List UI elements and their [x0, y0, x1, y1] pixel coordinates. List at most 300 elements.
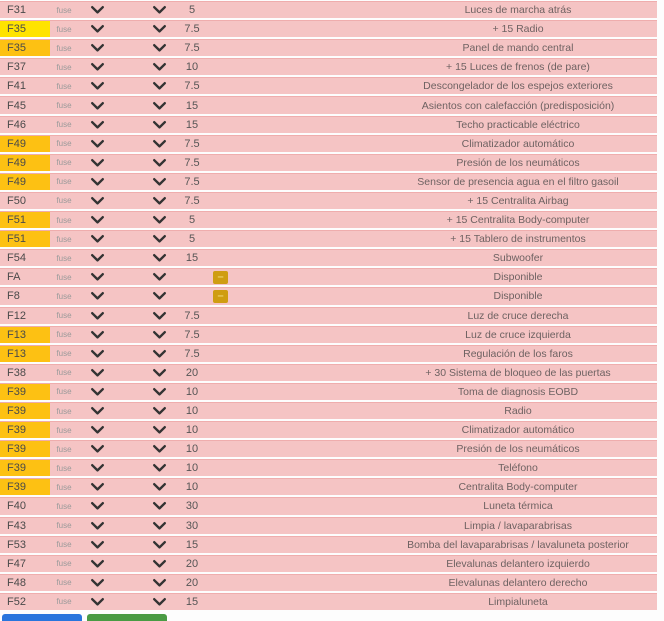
- dropdown-1[interactable]: [78, 559, 116, 569]
- dropdown-1[interactable]: [78, 43, 116, 53]
- dropdown-1[interactable]: [78, 311, 116, 321]
- chevron-down-icon: [152, 196, 167, 206]
- fuse-id-cell[interactable]: F49: [0, 136, 50, 152]
- badge-slot: [213, 462, 228, 475]
- chevron-down-icon: [90, 425, 105, 435]
- dropdown-1[interactable]: [78, 521, 116, 531]
- dropdown-2[interactable]: [140, 597, 178, 607]
- dropdown-2[interactable]: [140, 368, 178, 378]
- fuse-description: Limpialuneta: [488, 595, 548, 608]
- chevron-down-icon: [152, 349, 167, 359]
- chevron-down-icon: [90, 444, 105, 454]
- dropdown-1[interactable]: [78, 578, 116, 588]
- dropdown-2[interactable]: [140, 482, 178, 492]
- chevron-down-icon: [90, 311, 105, 321]
- dropdown-2[interactable]: [140, 139, 178, 149]
- amperage-value: 10: [185, 462, 199, 475]
- chevron-down-icon: [152, 540, 167, 550]
- dropdown-2[interactable]: [140, 559, 178, 569]
- fuse-description: Radio: [504, 405, 532, 418]
- amperage-value: 10: [185, 443, 199, 456]
- chevron-down-icon: [90, 253, 105, 263]
- fuse-id-cell[interactable]: F46: [7, 118, 26, 131]
- fuse-description: Climatizador automático: [461, 137, 575, 150]
- fuse-type-label: fuse: [56, 177, 72, 187]
- chevron-down-icon: [152, 177, 167, 187]
- badge-slot: [213, 99, 228, 112]
- fuse-description: + 15 Luces de frenos (de pare): [446, 61, 590, 74]
- fuse-id-cell[interactable]: F38: [7, 366, 26, 379]
- amperage-value: 10: [185, 61, 199, 74]
- chevron-down-icon: [152, 406, 167, 416]
- amperage-value: 7.5: [184, 156, 200, 169]
- chevron-down-icon: [90, 406, 105, 416]
- badge-slot: [213, 118, 228, 131]
- fuse-description: Elevalunas delantero derecho: [448, 576, 588, 589]
- chevron-down-icon: [152, 368, 167, 378]
- dropdown-1[interactable]: [78, 330, 116, 340]
- chevron-down-icon: [90, 120, 105, 130]
- fuse-type-label: fuse: [56, 272, 72, 282]
- fuse-description: Disponible: [493, 290, 543, 303]
- dropdown-1[interactable]: [78, 62, 116, 72]
- chevron-down-icon: [90, 43, 105, 53]
- fuse-description: Disponible: [493, 271, 543, 284]
- fuse-type-label: fuse: [56, 578, 72, 588]
- amperage-value: 20: [185, 576, 199, 589]
- table-row: [0, 326, 657, 343]
- table-row: [0, 364, 657, 381]
- badge-slot: [213, 214, 228, 227]
- dropdown-1[interactable]: [78, 139, 116, 149]
- fuse-type-label: fuse: [56, 253, 72, 263]
- fuse-id-cell[interactable]: F47: [7, 557, 26, 570]
- dropdown-2[interactable]: [140, 387, 178, 397]
- fuse-description: Subwoofer: [492, 252, 544, 265]
- dropdown-1[interactable]: [78, 425, 116, 435]
- badge-slot: [213, 519, 228, 532]
- fuse-id-cell[interactable]: F49: [0, 174, 50, 190]
- table-row: [0, 192, 657, 209]
- fuse-type-label: fuse: [56, 425, 72, 435]
- table-row: [0, 574, 657, 591]
- dropdown-1[interactable]: [78, 387, 116, 397]
- fuse-type-label: fuse: [56, 597, 72, 607]
- table-row: [0, 154, 657, 171]
- dropdown-2[interactable]: [140, 272, 178, 282]
- badge-slot: [213, 194, 228, 207]
- chevron-down-icon: [90, 330, 105, 340]
- dropdown-1[interactable]: [78, 349, 116, 359]
- fuse-type-label: fuse: [56, 81, 72, 91]
- table-row: [0, 39, 657, 56]
- badge-slot: [213, 4, 228, 17]
- chevron-down-icon: [90, 578, 105, 588]
- fuse-id-cell[interactable]: F39: [0, 422, 50, 438]
- dropdown-2[interactable]: [140, 291, 178, 301]
- fuse-type-label: fuse: [56, 540, 72, 550]
- dropdown-1[interactable]: [78, 540, 116, 550]
- fuse-id-cell[interactable]: F49: [0, 155, 50, 171]
- dropdown-2[interactable]: [140, 234, 178, 244]
- fuse-description: Panel de mando central: [462, 42, 574, 55]
- dropdown-2[interactable]: [140, 81, 178, 91]
- amperage-value: 30: [185, 500, 199, 513]
- fuse-type-label: fuse: [56, 387, 72, 397]
- fuse-type-label: fuse: [56, 559, 72, 569]
- badge-slot: [213, 500, 228, 513]
- fuse-type-label: fuse: [56, 120, 72, 130]
- dropdown-1[interactable]: [78, 24, 116, 34]
- fuse-id-cell[interactable]: FA: [7, 271, 21, 284]
- fuse-description: + 15 Centralita Body-computer: [446, 214, 590, 227]
- badge-slot: [213, 557, 228, 570]
- fuse-description: + 15 Tablero de instrumentos: [450, 233, 586, 246]
- dropdown-2[interactable]: [140, 540, 178, 550]
- chevron-down-icon: [152, 444, 167, 454]
- fuse-type-label: fuse: [56, 444, 72, 454]
- fuse-type-label: fuse: [56, 139, 72, 149]
- fuse-type-label: fuse: [56, 521, 72, 531]
- badge-slot: [213, 80, 228, 93]
- dropdown-1[interactable]: [78, 291, 116, 301]
- dropdown-2[interactable]: [140, 43, 178, 53]
- table-row: [0, 173, 657, 190]
- chevron-down-icon: [152, 597, 167, 607]
- dropdown-1[interactable]: [78, 158, 116, 168]
- fuse-rows-container: [0, 1, 657, 612]
- fuse-id-cell[interactable]: F52: [7, 595, 26, 608]
- chevron-down-icon: [152, 559, 167, 569]
- fuse-description: Regulación de los faros: [463, 347, 573, 360]
- chevron-down-icon: [152, 330, 167, 340]
- chevron-down-icon: [152, 311, 167, 321]
- fuse-id-cell[interactable]: F43: [7, 519, 26, 532]
- table-row: [0, 58, 657, 75]
- chevron-down-icon: [90, 24, 105, 34]
- badge-slot: [213, 61, 228, 74]
- fuse-description: Presión de los neumáticos: [456, 156, 580, 169]
- table-row: [0, 593, 657, 610]
- fuse-type-label: fuse: [56, 101, 72, 111]
- fuse-type-label: fuse: [56, 215, 72, 225]
- badge-slot: [213, 252, 228, 265]
- amperage-value: 7.5: [184, 194, 200, 207]
- table-row: [0, 268, 657, 285]
- chevron-down-icon: [152, 43, 167, 53]
- dropdown-1[interactable]: [78, 444, 116, 454]
- fuse-id-cell[interactable]: F50: [7, 194, 26, 207]
- table-row: [0, 96, 657, 113]
- fuse-id-cell[interactable]: F53: [7, 538, 26, 551]
- amperage-value: 10: [185, 481, 199, 494]
- badge-slot: [213, 347, 228, 360]
- fuse-description: Luz de cruce derecha: [467, 309, 569, 322]
- dropdown-2[interactable]: [140, 425, 178, 435]
- dropdown-2[interactable]: [140, 177, 178, 187]
- fuse-id-cell[interactable]: F31: [7, 4, 26, 17]
- fuse-id-cell[interactable]: F39: [0, 460, 50, 476]
- dropdown-1[interactable]: [78, 101, 116, 111]
- table-row: [0, 1, 657, 18]
- table-row: [0, 383, 657, 400]
- dropdown-1[interactable]: [78, 196, 116, 206]
- fuse-id-cell[interactable]: F51: [0, 231, 50, 247]
- chevron-down-icon: [90, 559, 105, 569]
- table-row: [0, 478, 657, 495]
- dropdown-2[interactable]: [140, 330, 178, 340]
- fuse-description: + 15 Radio: [492, 23, 544, 36]
- fuse-type-label: fuse: [56, 368, 72, 378]
- table-row: [0, 497, 657, 514]
- table-row: [0, 20, 657, 37]
- fuse-id-cell[interactable]: F40: [7, 500, 26, 513]
- dropdown-2[interactable]: [140, 120, 178, 130]
- fuse-type-label: fuse: [56, 196, 72, 206]
- chevron-down-icon: [90, 139, 105, 149]
- chevron-down-icon: [90, 177, 105, 187]
- fuse-type-label: fuse: [56, 349, 72, 359]
- badge-slot: [213, 443, 228, 456]
- badge-slot: [213, 576, 228, 589]
- blue-button[interactable]: [2, 614, 82, 621]
- dropdown-1[interactable]: [78, 406, 116, 416]
- fuse-description: Bomba del lavaparabrisas / lavaluneta posterior: [407, 538, 629, 551]
- fuse-id-cell[interactable]: F39: [0, 479, 50, 495]
- dropdown-2[interactable]: [140, 349, 178, 359]
- chevron-down-icon: [152, 139, 167, 149]
- table-row: [0, 517, 657, 534]
- dropdown-2[interactable]: [140, 5, 178, 15]
- chevron-down-icon: [90, 101, 105, 111]
- dropdown-2[interactable]: [140, 311, 178, 321]
- amperage-value: 7.5: [184, 347, 200, 360]
- badge-slot: [213, 328, 228, 341]
- dropdown-2[interactable]: [140, 196, 178, 206]
- chevron-down-icon: [90, 81, 105, 91]
- fuse-type-label: fuse: [56, 406, 72, 416]
- green-button[interactable]: [87, 614, 167, 621]
- amperage-value: 5: [188, 214, 196, 227]
- amperage-value: 5: [188, 4, 196, 17]
- table-row: [0, 249, 657, 266]
- dropdown-2[interactable]: [140, 253, 178, 263]
- table-row: [0, 459, 657, 476]
- fuse-id-cell[interactable]: F39: [0, 441, 50, 457]
- fuse-description: Climatizador automático: [461, 424, 575, 437]
- chevron-down-icon: [152, 120, 167, 130]
- fuse-type-label: fuse: [56, 43, 72, 53]
- badge-slot: [213, 175, 228, 188]
- dropdown-2[interactable]: [140, 158, 178, 168]
- fuse-description: Descongelador de los espejos exteriores: [423, 80, 613, 93]
- chevron-down-icon: [152, 62, 167, 72]
- fuse-id-cell[interactable]: F39: [0, 384, 50, 400]
- dropdown-2[interactable]: [140, 501, 178, 511]
- fuse-description: Limpia / lavaparabrisas: [464, 519, 572, 532]
- dropdown-1[interactable]: [78, 501, 116, 511]
- dropdown-1[interactable]: [78, 81, 116, 91]
- amperage-value: 7.5: [184, 42, 200, 55]
- fuse-id-cell[interactable]: F12: [7, 309, 26, 322]
- fuse-id-cell[interactable]: F37: [7, 61, 26, 74]
- chevron-down-icon: [152, 425, 167, 435]
- fuse-description: Presión de los neumáticos: [456, 443, 580, 456]
- dropdown-1[interactable]: [78, 482, 116, 492]
- fuse-id-cell[interactable]: F8: [7, 290, 20, 303]
- dropdown-1[interactable]: [78, 5, 116, 15]
- chevron-down-icon: [90, 291, 105, 301]
- amperage-value: 7.5: [184, 23, 200, 36]
- minus-badge-icon[interactable]: –: [213, 271, 228, 284]
- fuse-id-cell[interactable]: F45: [7, 99, 26, 112]
- fuse-description: Toma de diagnosis EOBD: [457, 385, 579, 398]
- chevron-down-icon: [152, 521, 167, 531]
- dropdown-1[interactable]: [78, 177, 116, 187]
- fuse-description: Sensor de presencia agua en el filtro gasoil: [417, 175, 619, 188]
- amperage-value: 7.5: [184, 309, 200, 322]
- chevron-down-icon: [90, 463, 105, 473]
- chevron-down-icon: [90, 368, 105, 378]
- table-row: [0, 211, 657, 228]
- chevron-down-icon: [90, 387, 105, 397]
- fuse-type-label: fuse: [56, 311, 72, 321]
- badge-slot: [213, 538, 228, 551]
- fuse-type-label: fuse: [56, 62, 72, 72]
- fuse-id-cell[interactable]: F48: [7, 576, 26, 589]
- fuse-id-cell[interactable]: F41: [7, 80, 26, 93]
- amperage-value: 20: [185, 366, 199, 379]
- chevron-down-icon: [152, 482, 167, 492]
- chevron-down-icon: [90, 196, 105, 206]
- dropdown-1[interactable]: [78, 215, 116, 225]
- amperage-value: 15: [185, 595, 199, 608]
- fuse-type-label: fuse: [56, 291, 72, 301]
- amperage-value: 15: [185, 538, 199, 551]
- dropdown-2[interactable]: [140, 62, 178, 72]
- chevron-down-icon: [152, 272, 167, 282]
- amperage-value: 7.5: [184, 137, 200, 150]
- amperage-value: 15: [185, 252, 199, 265]
- dropdown-1[interactable]: [78, 463, 116, 473]
- fuse-type-label: fuse: [56, 501, 72, 511]
- amperage-value: 10: [185, 405, 199, 418]
- badge-slot: [213, 309, 228, 322]
- amperage-value: 7.5: [184, 328, 200, 341]
- chevron-down-icon: [90, 540, 105, 550]
- badge-slot: [213, 481, 228, 494]
- fuse-description: Luces de marcha atrás: [464, 4, 572, 17]
- badge-slot: [213, 405, 228, 418]
- amperage-value: 20: [185, 557, 199, 570]
- badge-slot: [213, 290, 228, 303]
- fuse-id-cell[interactable]: F13: [0, 346, 50, 362]
- badge-slot: [213, 595, 228, 608]
- dropdown-2[interactable]: [140, 101, 178, 111]
- minus-badge-icon[interactable]: –: [213, 290, 228, 303]
- fuse-description: + 30 Sistema de bloqueo de las puertas: [425, 366, 611, 379]
- fuse-id-cell[interactable]: F13: [0, 327, 50, 343]
- amperage-value: 5: [188, 233, 196, 246]
- amperage-value: 7.5: [184, 175, 200, 188]
- dropdown-1[interactable]: [78, 234, 116, 244]
- dropdown-1[interactable]: [78, 597, 116, 607]
- chevron-down-icon: [152, 578, 167, 588]
- dropdown-2[interactable]: [140, 444, 178, 454]
- badge-slot: [213, 424, 228, 437]
- dropdown-1[interactable]: [78, 368, 116, 378]
- fuse-type-label: fuse: [56, 482, 72, 492]
- fuse-description: Luneta térmica: [483, 500, 553, 513]
- table-row: [0, 287, 657, 304]
- chevron-down-icon: [152, 81, 167, 91]
- chevron-down-icon: [152, 215, 167, 225]
- amperage-value: 7.5: [184, 80, 200, 93]
- fuse-type-label: fuse: [56, 234, 72, 244]
- chevron-down-icon: [90, 272, 105, 282]
- fuse-description: Teléfono: [498, 462, 538, 475]
- fuse-id-cell[interactable]: F35: [0, 21, 50, 37]
- table-row: [0, 116, 657, 133]
- dropdown-2[interactable]: [140, 406, 178, 416]
- badge-slot: [213, 271, 228, 284]
- fuse-type-label: fuse: [56, 330, 72, 340]
- fuse-id-cell[interactable]: F54: [7, 252, 26, 265]
- badge-slot: [213, 156, 228, 169]
- table-row: [0, 440, 657, 457]
- footer-bar: [0, 613, 664, 621]
- table-row: [0, 402, 657, 419]
- fuse-id-cell[interactable]: F39: [0, 403, 50, 419]
- amperage-value: 15: [185, 99, 199, 112]
- amperage-value: 30: [185, 519, 199, 532]
- dropdown-1[interactable]: [78, 272, 116, 282]
- chevron-down-icon: [152, 501, 167, 511]
- chevron-down-icon: [152, 291, 167, 301]
- dropdown-2[interactable]: [140, 24, 178, 34]
- dropdown-2[interactable]: [140, 463, 178, 473]
- dropdown-2[interactable]: [140, 521, 178, 531]
- dropdown-1[interactable]: [78, 253, 116, 263]
- chevron-down-icon: [90, 5, 105, 15]
- amperage-value: 15: [185, 118, 199, 131]
- fuse-id-cell[interactable]: F35: [0, 40, 50, 56]
- chevron-down-icon: [152, 101, 167, 111]
- dropdown-1[interactable]: [78, 120, 116, 130]
- fuse-description: Luz de cruce izquierda: [465, 328, 571, 341]
- fuse-type-label: fuse: [56, 24, 72, 34]
- chevron-down-icon: [90, 521, 105, 531]
- fuse-id-cell[interactable]: F51: [0, 212, 50, 228]
- table-row: [0, 555, 657, 572]
- chevron-down-icon: [90, 215, 105, 225]
- table-row: [0, 421, 657, 438]
- chevron-down-icon: [90, 62, 105, 72]
- fuse-description: Techo practicable eléctrico: [456, 118, 580, 131]
- dropdown-2[interactable]: [140, 578, 178, 588]
- chevron-down-icon: [152, 234, 167, 244]
- fuse-type-label: fuse: [56, 5, 72, 15]
- table-row: [0, 345, 657, 362]
- chevron-down-icon: [152, 463, 167, 473]
- chevron-down-icon: [90, 501, 105, 511]
- table-row: [0, 230, 657, 247]
- fuse-description: Elevalunas delantero izquierdo: [446, 557, 590, 570]
- chevron-down-icon: [90, 482, 105, 492]
- dropdown-2[interactable]: [140, 215, 178, 225]
- badge-slot: [213, 233, 228, 246]
- table-row: [0, 135, 657, 152]
